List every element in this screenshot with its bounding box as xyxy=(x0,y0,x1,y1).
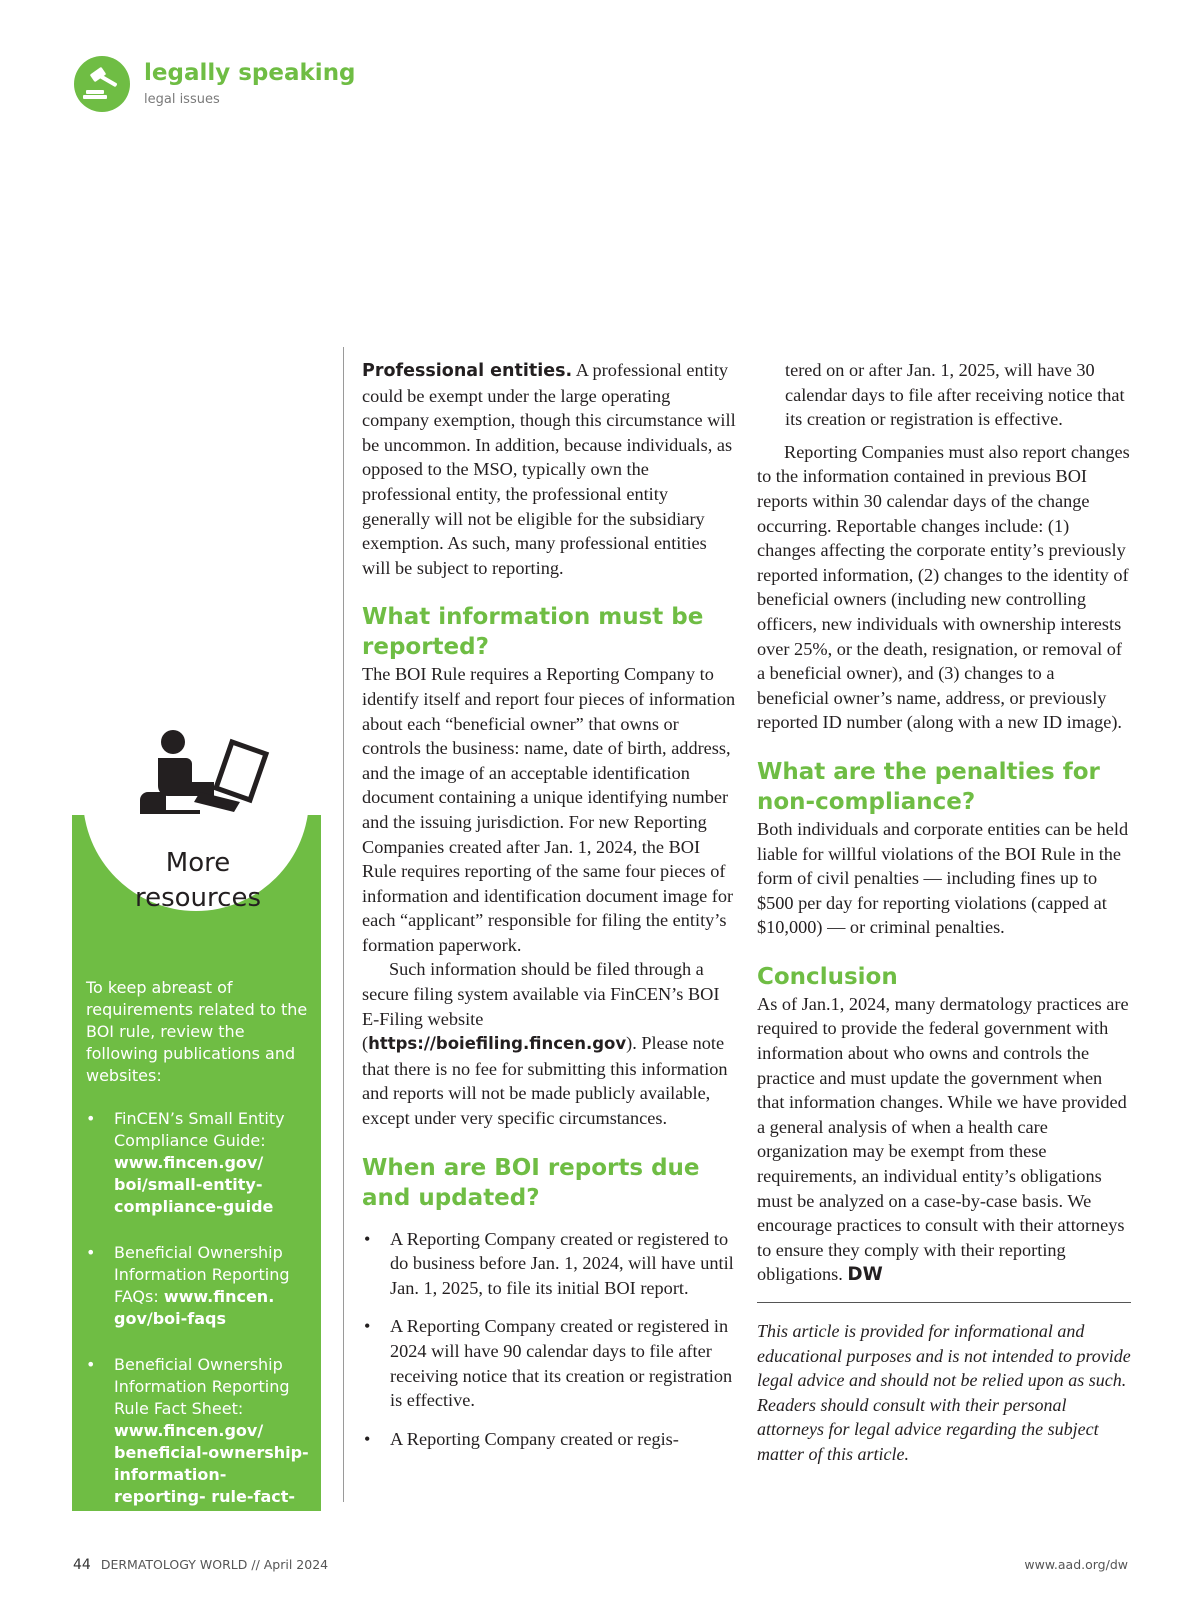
list-item xyxy=(362,1227,736,1301)
list-item xyxy=(86,1354,314,1530)
paragraph-lead: Professional entities. xyxy=(362,361,573,381)
due-date-list xyxy=(362,1227,736,1452)
publication-name: DERMATOLOGY WORLD // April 2024 xyxy=(100,1557,329,1572)
efiling-link[interactable]: https://boiefiling.fincen.gov xyxy=(368,1034,627,1054)
bullet-icon: • xyxy=(364,1316,371,1337)
paragraph-text: ). Please note that there is no fee for submitting this information and reports will not be made publicly available, except under very specific circumstances. xyxy=(362,1033,728,1129)
list-item xyxy=(86,1242,314,1330)
page-number: 44 xyxy=(73,1557,91,1573)
paragraph-text: A professional entity could be exempt under the large operating company exemption, though this circumstance will be uncommon. In addition, because individuals, as opposed to the MSO, typically own the professional entity, the professional entity generally will not be eligible for the subsidiary exemption. As such, many professional entities will be subject to reporting. xyxy=(362,360,736,578)
end-mark: DW xyxy=(847,1264,883,1286)
disclaimer: This article is provided for informational and educational purposes and is not intended to provide legal advice and should not be relied upon as such. Readers should consult with their personal attorneys for legal advice regarding the subject matter of this article. xyxy=(757,1321,1131,1464)
bullet-icon: • xyxy=(86,1243,96,1262)
sidebar-intro: To keep abreast of requirements related to the BOI rule, review the following publications and websites: xyxy=(86,978,308,1085)
heading-penalties: What are the penalties for non-compliance? xyxy=(757,758,1100,815)
resource-label: Beneficial Ownership Information Reporting FAQs: xyxy=(114,1243,290,1306)
bullet-icon: • xyxy=(86,1355,96,1374)
paragraph: Reporting Companies must also report changes to the information contained in previous BOI reports within 30 calendar days of the change occurring. Reportable changes include: (1) changes affecting the corporate entity’s previously reported information, (2) changes to the identity of beneficial owners (including new controlling officers, new individuals with ownership interests over 25%, or the death, resignation, or removal of a beneficial owner), and (3) changes to a beneficial owner’s name, address, or previously reported ID number (along with a new ID image). xyxy=(757,441,1130,733)
article-column-2 xyxy=(757,358,1131,1466)
resource-label: FinCEN’s Small Entity Compliance Guide: xyxy=(114,1109,285,1150)
bullet-icon: • xyxy=(86,1109,96,1128)
bullet-icon: • xyxy=(364,1428,371,1449)
paragraph: The BOI Rule requires a Reporting Company to identify itself and report four pieces of information about each “beneficial owner” that owns or controls the business: name, date of birth, address, and the image of an acceptable identification document containing a unique identifying number and the issuing jurisdiction. For new Reporting Companies created after Jan. 1, 2024, the BOI Rule requires reporting of the same four pieces of information and identification document image for each “applicant” responsible for filing the entity’s formation paperwork. xyxy=(362,664,736,955)
gavel-icon xyxy=(74,56,130,112)
sidebar-title xyxy=(110,846,286,916)
sidebar-title-line2: resources xyxy=(134,883,261,913)
list-item-text: A Reporting Company created or regis- xyxy=(390,1428,679,1449)
column-divider xyxy=(343,347,344,1502)
list-item-continuation: tered on or after Jan. 1, 2025, will have 30 calendar days to file after receiving notice that its creation or registration is effective. xyxy=(785,360,1125,430)
heading-due: When are BOI reports due and updated? xyxy=(362,1154,700,1211)
resource-link[interactable]: www.fincen.gov/ beneficial-ownership- information-reporting- rule-fact-sheet xyxy=(114,1421,309,1528)
article-column-1 xyxy=(362,358,736,1465)
bullet-icon: • xyxy=(364,1228,371,1249)
list-item-text: A Reporting Company created or registered in 2024 will have 90 calendar days to file after receiving notice that its creation or registration is effective. xyxy=(390,1316,733,1411)
resource-label: Beneficial Ownership Information Reporting Rule Fact Sheet: xyxy=(114,1355,290,1418)
section-title: legally speaking xyxy=(144,60,356,86)
footer-website[interactable]: www.aad.org/dw xyxy=(1024,1557,1128,1572)
heading-conclusion: Conclusion xyxy=(757,963,898,990)
resource-list xyxy=(86,1108,314,1554)
list-item xyxy=(362,1314,736,1412)
sidebar-title-line1: More xyxy=(165,848,231,878)
list-item xyxy=(362,1427,736,1452)
paragraph-text: As of Jan.1, 2024, many dermatology practices are required to provide the federal government with information about who owns and controls the practice and must update the government when that information changes. While we have provided a general analysis of when a health care organization may be exempt from these requirements, an individual entity’s obligations must be analyzed on a case-by-case basis. We encourage practices to consult with their attorneys to ensure they comply with their reporting obligations. xyxy=(757,993,1129,1285)
paragraph xyxy=(362,358,736,580)
heading-information: What information must be reported? xyxy=(362,604,704,661)
disclaimer-divider xyxy=(757,1302,1131,1303)
resource-link[interactable]: www.fincen. gov/boi-faqs xyxy=(114,1287,275,1328)
section-subtitle: legal issues xyxy=(144,92,220,107)
list-item-text: A Reporting Company created or registered to do business before Jan. 1, 2024, will have until Jan. 1, 2025, to file its initial BOI report. xyxy=(390,1228,734,1298)
paragraph xyxy=(757,992,1131,1288)
paragraph-text: Such information should be filed through a secure filing system available via FinCEN’s BOI E-Filing website ( xyxy=(362,959,720,1054)
paragraph xyxy=(362,957,736,1130)
person-laptop-icon xyxy=(140,730,280,825)
paragraph: Both individuals and corporate entities can be held liable for willful violations of the BOI Rule in the form of civil penalties — including fines up to $500 per day for reporting violations (capped at $10,000) — or criminal penalties. xyxy=(757,818,1129,938)
list-item xyxy=(86,1108,314,1218)
page-footer xyxy=(73,1557,328,1573)
resource-link[interactable]: www.fincen.gov/ boi/small-entity- compliance-guide xyxy=(114,1153,274,1216)
